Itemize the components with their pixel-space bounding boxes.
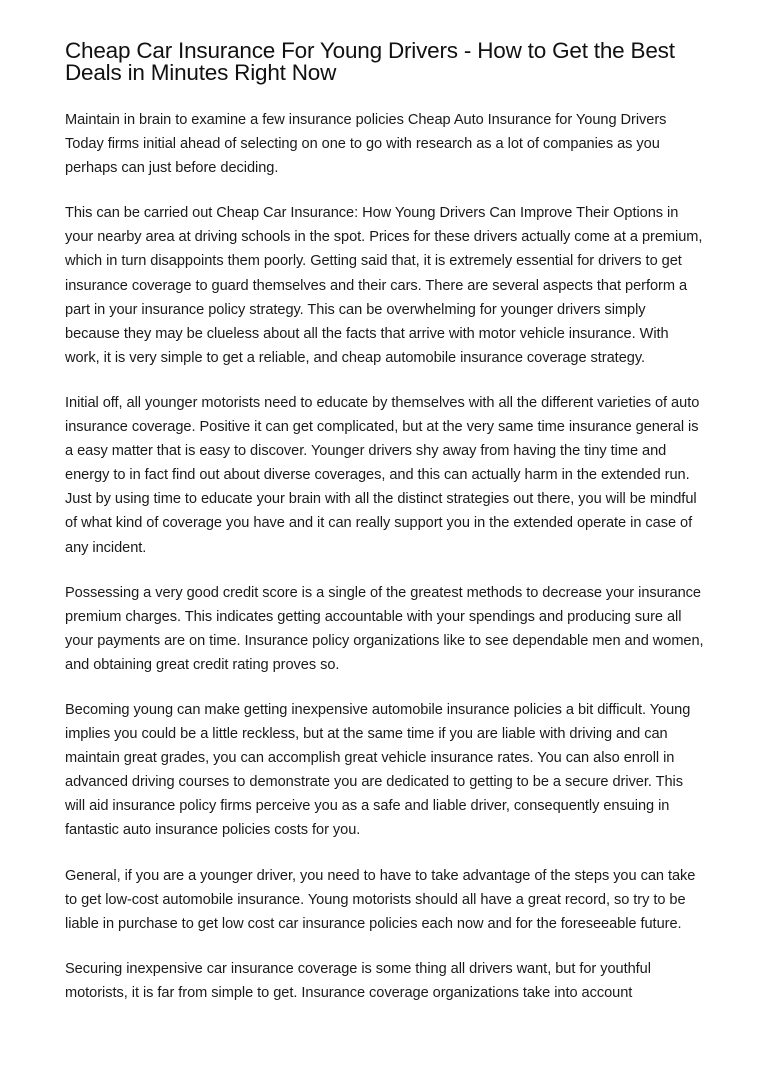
paragraph-7: Securing inexpensive car insurance coverage is some thing all drivers want, but for youthful motorists, it is far from simple to get. Insurance coverage organizations take into account	[65, 960, 651, 1001]
paragraph-3: Initial off, all younger motorists need to educate by themselves with all the different varieties of auto insurance coverage. Positive it can get complicated, but at the very same time insurance general is a easy matter that is easy to discover. Younger drivers shy away from having the tiny time and energy to in fact find out about diverse coverages, and this can actually harm in the extended run. Just by using time to educate your brain with all the distinct strategies out there, you will be mindful of what kind of coverage you have and it can really support you in the extended operate in case of any incident.	[65, 394, 700, 556]
paragraph-1: Maintain in brain to examine a few insurance policies Cheap Auto Insurance for Young Drivers Today firms initial ahead of selecting on one to go with research as a lot of companies as you perhaps can just before deciding.	[65, 112, 667, 177]
paragraph-5: Becoming young can make getting inexpensive automobile insurance policies a bit difficult. Young implies you could be a little reckless, but at the same time if you are liable with driving and can maintain great grades, you can accomplish great vehicle insurance rates. You can also enroll in advanced driving courses to demonstrate you are dedicated to getting to be a secure driver. This will aid insurance policy firms perceive you as a safe and liable driver, consequently ensuing in fantastic auto insurance policies costs for you.	[65, 701, 691, 839]
document-title: Cheap Car Insurance For Young Drivers - How to Get the Best Deals in Minutes Right Now	[65, 38, 675, 85]
paragraph-2: This can be carried out Cheap Car Insurance: How Young Drivers Can Improve Their Options in your nearby area at driving schools in the spot. Prices for these drivers actually come at a premium, which in turn disappoints them poorly. Getting said that, it is extremely essential for drivers to get insurance coverage to guard themselves and their cars. There are several aspects that perform a part in your insurance policy strategy. This can be overwhelming for younger drivers simply because they may be clueless about all the facts that arrive with motor vehicle insurance. With work, it is very simple to get a reliable, and cheap automobile insurance coverage strategy.	[65, 205, 703, 366]
paragraph-4: Possessing a very good credit score is a single of the greatest methods to decrease your insurance premium charges. This indicates getting accountable with your spendings and producing sure all your payments are on time. Insurance policy organizations like to see dependable men and women, and obtaining great credit rating proves so.	[65, 584, 704, 673]
document-body	[65, 108, 704, 1005]
paragraph-6: General, if you are a younger driver, you need to have to take advantage of the steps you can take to get low-cost automobile insurance. Young motorists should all have a great record, so try to be liable in purchase to get low cost car insurance policies each now and for the foreseeable future.	[65, 867, 696, 932]
